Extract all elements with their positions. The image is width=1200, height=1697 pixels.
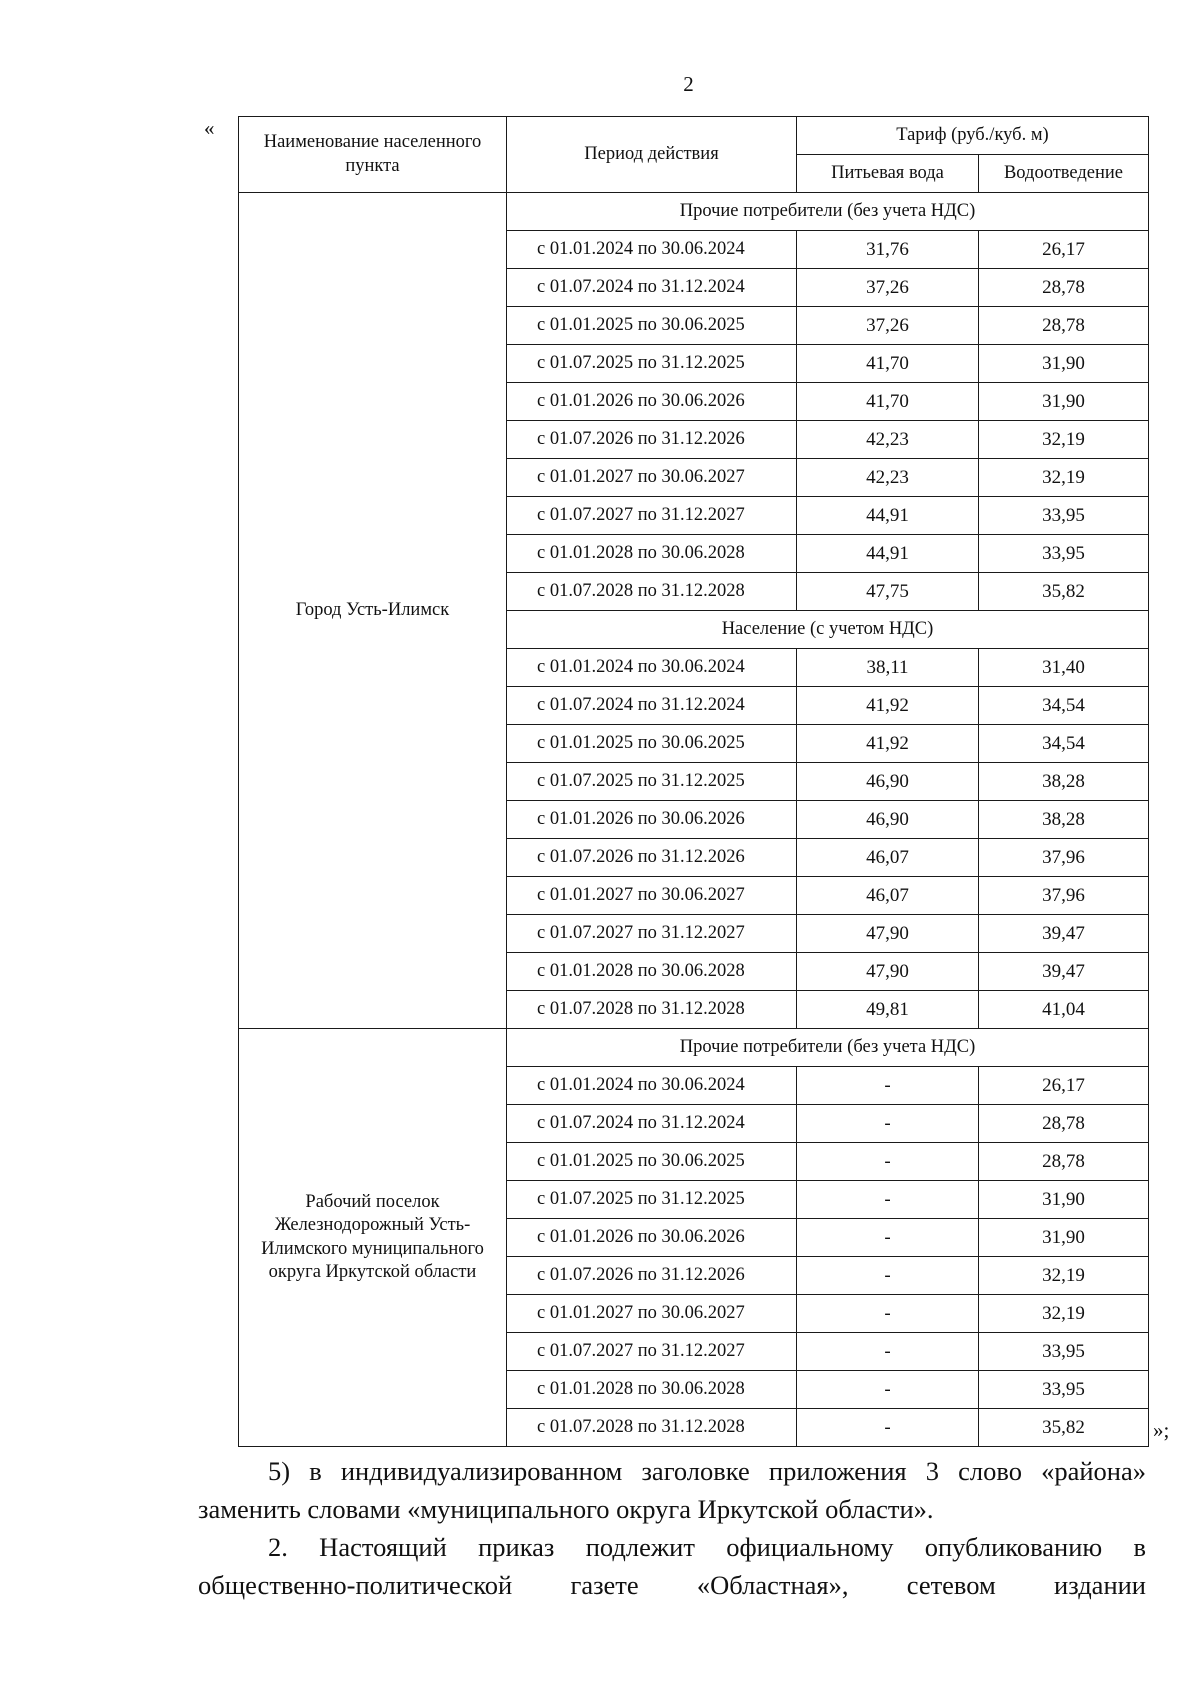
water-tariff-cell: 41,92 (797, 725, 979, 763)
sewer-tariff-cell: 26,17 (979, 231, 1149, 269)
group-row (239, 1029, 1149, 1067)
sewer-tariff-cell: 33,95 (979, 1333, 1149, 1371)
period-cell: с 01.07.2026 по 31.12.2026 (507, 421, 797, 459)
paragraph-item-5: 5) в индивидуализированном заголовке приложения 3 слово «района» заменить словами «муниципального округа Иркутской области». (198, 1456, 1146, 1524)
sewer-tariff-cell: 31,90 (979, 383, 1149, 421)
tariff-table-body (239, 193, 1149, 1447)
consumer-group-title: Прочие потребители (без учета НДС) (507, 1029, 1149, 1067)
sewer-tariff-cell: 33,95 (979, 497, 1149, 535)
sewer-tariff-cell: 28,78 (979, 1143, 1149, 1181)
period-cell: с 01.07.2027 по 31.12.2027 (507, 497, 797, 535)
water-tariff-cell: 42,23 (797, 421, 979, 459)
water-tariff-cell: 42,23 (797, 459, 979, 497)
period-cell: с 01.01.2025 по 30.06.2025 (507, 1143, 797, 1181)
period-cell: с 01.01.2026 по 30.06.2026 (507, 801, 797, 839)
water-tariff-cell: 46,90 (797, 801, 979, 839)
period-cell: с 01.01.2025 по 30.06.2025 (507, 725, 797, 763)
sewer-tariff-cell: 34,54 (979, 725, 1149, 763)
settlement-name: Рабочий поселок Железнодорожный Усть-Илимского муниципального округа Иркутской области (239, 1029, 507, 1447)
body-text (198, 1452, 1146, 1604)
opening-quote: « (204, 116, 215, 140)
period-cell: с 01.07.2026 по 31.12.2026 (507, 839, 797, 877)
period-cell: с 01.01.2028 по 30.06.2028 (507, 1371, 797, 1409)
water-tariff-cell: - (797, 1219, 979, 1257)
period-cell: с 01.01.2027 по 30.06.2027 (507, 459, 797, 497)
sewer-tariff-cell: 32,19 (979, 459, 1149, 497)
period-cell: с 01.01.2025 по 30.06.2025 (507, 307, 797, 345)
sewer-tariff-cell: 31,90 (979, 345, 1149, 383)
sewer-tariff-cell: 38,28 (979, 801, 1149, 839)
sewer-tariff-cell: 31,90 (979, 1219, 1149, 1257)
period-cell: с 01.07.2025 по 31.12.2025 (507, 1181, 797, 1219)
header-tariff: Тариф (руб./куб. м) (797, 117, 1149, 155)
sewer-tariff-cell: 32,19 (979, 1257, 1149, 1295)
header-settlement: Наименование населенного пункта (239, 117, 507, 193)
period-cell: с 01.01.2024 по 30.06.2024 (507, 1067, 797, 1105)
water-tariff-cell: - (797, 1105, 979, 1143)
page-number: 2 (683, 72, 694, 96)
water-tariff-cell: 46,07 (797, 877, 979, 915)
sewer-tariff-cell: 33,95 (979, 1371, 1149, 1409)
period-cell: с 01.07.2027 по 31.12.2027 (507, 915, 797, 953)
water-tariff-cell: - (797, 1257, 979, 1295)
water-tariff-cell: 37,26 (797, 269, 979, 307)
sewer-tariff-cell: 32,19 (979, 1295, 1149, 1333)
sewer-tariff-cell: 26,17 (979, 1067, 1149, 1105)
header-water: Питьевая вода (797, 155, 979, 193)
consumer-group-title: Население (с учетом НДС) (507, 611, 1149, 649)
sewer-tariff-cell: 28,78 (979, 1105, 1149, 1143)
sewer-tariff-cell: 33,95 (979, 535, 1149, 573)
period-cell: с 01.07.2028 по 31.12.2028 (507, 573, 797, 611)
period-cell: с 01.01.2028 по 30.06.2028 (507, 535, 797, 573)
sewer-tariff-cell: 35,82 (979, 1409, 1149, 1447)
sewer-tariff-cell: 38,28 (979, 763, 1149, 801)
water-tariff-cell: 38,11 (797, 649, 979, 687)
period-cell: с 01.07.2028 по 31.12.2028 (507, 1409, 797, 1447)
water-tariff-cell: 41,70 (797, 345, 979, 383)
period-cell: с 01.07.2028 по 31.12.2028 (507, 991, 797, 1029)
water-tariff-cell: - (797, 1409, 979, 1447)
water-tariff-cell: 44,91 (797, 497, 979, 535)
water-tariff-cell: 49,81 (797, 991, 979, 1029)
tariff-table (238, 116, 1149, 1447)
period-cell: с 01.01.2028 по 30.06.2028 (507, 953, 797, 991)
water-tariff-cell: - (797, 1067, 979, 1105)
sewer-tariff-cell: 39,47 (979, 953, 1149, 991)
header-sewer: Водоотведение (979, 155, 1149, 193)
period-cell: с 01.07.2024 по 31.12.2024 (507, 1105, 797, 1143)
header-period: Период действия (507, 117, 797, 193)
water-tariff-cell: 31,76 (797, 231, 979, 269)
water-tariff-cell: 47,90 (797, 953, 979, 991)
settlement-name: Город Усть-Илимск (239, 193, 507, 1029)
period-cell: с 01.01.2024 по 30.06.2024 (507, 231, 797, 269)
group-row (239, 193, 1149, 231)
water-tariff-cell: 46,07 (797, 839, 979, 877)
sewer-tariff-cell: 37,96 (979, 839, 1149, 877)
period-cell: с 01.07.2025 по 31.12.2025 (507, 763, 797, 801)
period-cell: с 01.07.2026 по 31.12.2026 (507, 1257, 797, 1295)
water-tariff-cell: 41,92 (797, 687, 979, 725)
water-tariff-cell: - (797, 1371, 979, 1409)
water-tariff-cell: - (797, 1143, 979, 1181)
water-tariff-cell: 37,26 (797, 307, 979, 345)
header-row-1 (239, 117, 1149, 155)
sewer-tariff-cell: 34,54 (979, 687, 1149, 725)
sewer-tariff-cell: 37,96 (979, 877, 1149, 915)
period-cell: с 01.01.2027 по 30.06.2027 (507, 877, 797, 915)
period-cell: с 01.01.2027 по 30.06.2027 (507, 1295, 797, 1333)
closing-quote: »; (1153, 1418, 1170, 1442)
water-tariff-cell: 47,90 (797, 915, 979, 953)
period-cell: с 01.07.2024 по 31.12.2024 (507, 687, 797, 725)
consumer-group-title: Прочие потребители (без учета НДС) (507, 193, 1149, 231)
water-tariff-cell: 46,90 (797, 763, 979, 801)
period-cell: с 01.01.2026 по 30.06.2026 (507, 1219, 797, 1257)
paragraph-2-publication: 2. Настоящий приказ подлежит официальному опубликованию в общественно-политической газете «Областная», сетевом издании (198, 1532, 1146, 1600)
sewer-tariff-cell: 31,40 (979, 649, 1149, 687)
period-cell: с 01.07.2024 по 31.12.2024 (507, 269, 797, 307)
water-tariff-cell: 41,70 (797, 383, 979, 421)
sewer-tariff-cell: 28,78 (979, 307, 1149, 345)
period-cell: с 01.07.2027 по 31.12.2027 (507, 1333, 797, 1371)
water-tariff-cell: - (797, 1181, 979, 1219)
period-cell: с 01.01.2024 по 30.06.2024 (507, 649, 797, 687)
sewer-tariff-cell: 28,78 (979, 269, 1149, 307)
water-tariff-cell: 47,75 (797, 573, 979, 611)
water-tariff-cell: - (797, 1333, 979, 1371)
tariff-table-wrapper (238, 116, 1148, 1446)
water-tariff-cell: - (797, 1295, 979, 1333)
period-cell: с 01.07.2025 по 31.12.2025 (507, 345, 797, 383)
water-tariff-cell: 44,91 (797, 535, 979, 573)
sewer-tariff-cell: 32,19 (979, 421, 1149, 459)
sewer-tariff-cell: 41,04 (979, 991, 1149, 1029)
sewer-tariff-cell: 31,90 (979, 1181, 1149, 1219)
sewer-tariff-cell: 35,82 (979, 573, 1149, 611)
sewer-tariff-cell: 39,47 (979, 915, 1149, 953)
period-cell: с 01.01.2026 по 30.06.2026 (507, 383, 797, 421)
